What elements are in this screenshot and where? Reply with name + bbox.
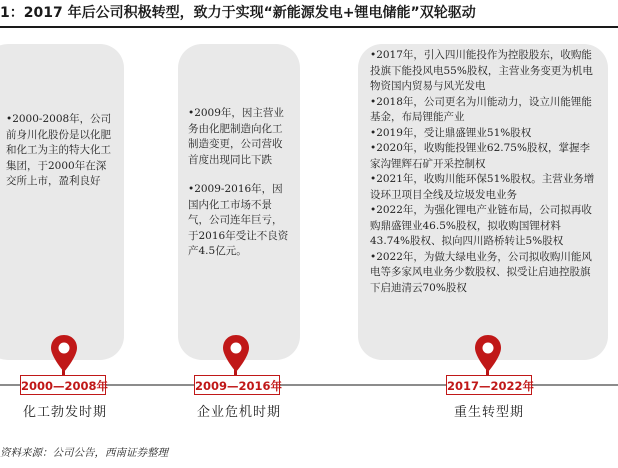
stage-name: 化工勃发时期 [22, 405, 107, 420]
card-paragraph: •2021年，收购川能环保51%股权。主营业务增设环卫项目全线及垃圾发电业务 [370, 173, 595, 201]
card-paragraph: •2020年，收购能投锂业62.75%股权，掌握李家沟锂辉石矿开采控制权 [370, 142, 590, 170]
stage-card-crisis [178, 44, 300, 360]
title-divider [0, 26, 618, 28]
figure-title: 1：2017 年后公司积极转型，致力于实现“新能源发电+锂电储能”双轮驱动 [0, 5, 476, 21]
card-paragraph: •2018年，公司更名为川能动力，设立川能锂能基金，布局锂能产业 [370, 95, 592, 123]
period-label: 2000—2008年 [20, 375, 106, 395]
card-paragraph: •2022年，为做大绿电业务，公司拟收购川能风电等多家风电业务少数股权、拟受让启迪控股旗下启迪清云70%股权 [370, 250, 592, 294]
card-paragraph: •2017年，引入四川能投作为控股股东，收购能投旗下能投风电55%股权，主营业务变更为机电物资国内贸易与风光发电 [370, 49, 593, 92]
card-paragraph: •2022年，为强化锂电产业链布局，公司拟再收购鼎盛锂业46.5%股权，拟收购国锂材料43.74%股权、拟向四川路桥转让5%股权 [370, 204, 592, 247]
stage-card-chemical-boom [0, 44, 124, 360]
card-paragraph: •2009-2016年，因国内化工市场不景气，公司连年巨亏，于2016年受让不良资产4.5亿元。 [188, 183, 289, 257]
period-label: 2017—2022年 [446, 375, 532, 395]
period-label: 2009—2016年 [194, 375, 280, 395]
map-pin-icon [474, 334, 502, 374]
map-pin-icon [222, 334, 250, 374]
map-pin-icon [50, 334, 78, 374]
card-paragraph: •2009年，因主营业务由化肥制造向化工制造变更，公司营收首度出现同比下跌 [188, 107, 284, 166]
stage-name: 重生转型期 [453, 405, 524, 420]
source-note: 资料来源：公司公告，西南证券整理 [0, 447, 168, 459]
stage-card-transformation [358, 44, 608, 360]
stage-name: 企业危机时期 [196, 405, 281, 420]
card-paragraph: •2019年，受让鼎盛锂业51%股权 [370, 126, 532, 139]
card-paragraph: •2000-2008年，公司前身川化股份是以化肥和化工为主的特大化工集团，于2000年在深交所上市，盈利良好 [6, 113, 112, 187]
